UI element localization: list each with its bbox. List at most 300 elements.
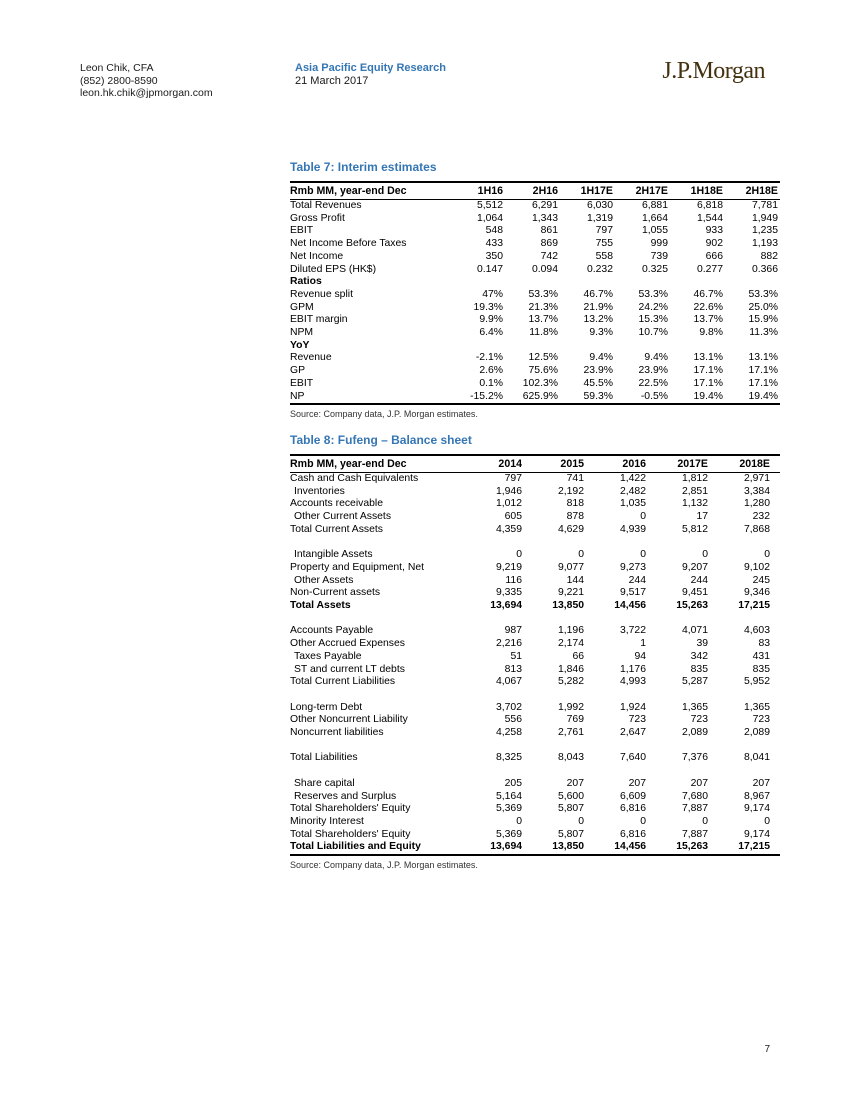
- cell-value: 605: [504, 511, 522, 523]
- cell-value: 433: [485, 238, 503, 250]
- table-row: [290, 664, 780, 677]
- row-label: NP: [290, 390, 305, 402]
- cell-value: 13,694: [490, 841, 522, 853]
- cell-value: 0.232: [586, 263, 613, 275]
- cell-value: 17.1%: [693, 365, 723, 377]
- cell-value: [560, 340, 615, 353]
- cell-value: [594, 613, 656, 626]
- analyst-email: leon.hk.chik@jpmorgan.com: [80, 87, 213, 99]
- row-label: Net Income Before Taxes: [290, 238, 407, 250]
- row-label: Total Current Liabilities: [290, 676, 396, 688]
- cell-value: 6,818: [696, 200, 723, 211]
- cell-value: 1,946: [495, 485, 522, 497]
- cell-value: [560, 276, 615, 289]
- row-label: Revenue: [290, 352, 332, 364]
- row-label: Inventories: [294, 485, 345, 497]
- cell-value: [594, 689, 656, 702]
- cell-value: 21.9%: [583, 301, 613, 313]
- cell-value: 4,359: [495, 523, 522, 535]
- cell-value: 232: [752, 511, 770, 523]
- cell-value: [470, 765, 532, 778]
- row-label: Other Noncurrent Liability: [290, 714, 408, 726]
- cell-value: -2.1%: [475, 352, 503, 364]
- cell-value: 59.3%: [583, 390, 613, 402]
- cell-value: 3,722: [619, 625, 646, 637]
- cell-value: 9.9%: [479, 314, 503, 326]
- table-row: [290, 765, 780, 778]
- cell-value: 2,482: [619, 485, 646, 497]
- cell-value: 0: [516, 549, 522, 561]
- table-row: [290, 803, 780, 816]
- cell-value: 5,812: [681, 523, 708, 535]
- cell-value: 9,174: [743, 803, 770, 815]
- cell-value: 207: [566, 777, 584, 789]
- row-label: Total Liabilities: [290, 752, 358, 764]
- cell-value: 4,993: [619, 676, 646, 688]
- cell-value: [450, 340, 505, 353]
- table-row: [290, 238, 780, 251]
- cell-value: 6,609: [619, 790, 646, 802]
- cell-value: 431: [752, 650, 770, 662]
- cell-value: 835: [690, 663, 708, 675]
- row-label: Total Shareholders' Equity: [290, 828, 411, 840]
- cell-value: 207: [690, 777, 708, 789]
- cell-value: [670, 276, 725, 289]
- cell-value: 9,102: [743, 561, 770, 573]
- row-label: Other Current Assets: [294, 511, 392, 523]
- cell-value: 7,781: [751, 200, 778, 211]
- table-row: [290, 365, 780, 378]
- cell-value: 1,132: [681, 498, 708, 510]
- cell-value: [532, 740, 594, 753]
- cell-value: 102.3%: [522, 377, 558, 389]
- cell-value: [450, 276, 505, 289]
- cell-value: 0: [764, 549, 770, 561]
- table-header-row: [290, 455, 780, 473]
- table-row: [290, 841, 780, 855]
- cell-value: 4,629: [557, 523, 584, 535]
- cell-value: 878: [566, 511, 584, 523]
- cell-value: 4,067: [495, 676, 522, 688]
- cell-value: 1,196: [557, 625, 584, 637]
- cell-value: 1,280: [743, 498, 770, 510]
- cell-value: 8,043: [557, 752, 584, 764]
- cell-value: [505, 276, 560, 289]
- table-row: [290, 778, 780, 791]
- cell-value: 1,176: [619, 663, 646, 675]
- cell-value: 6.4%: [479, 327, 503, 339]
- cell-value: 861: [540, 225, 558, 237]
- row-label: Total Liabilities and Equity: [290, 841, 421, 853]
- cell-value: 0: [640, 511, 646, 523]
- row-label: Reserves and Surplus: [294, 790, 397, 802]
- cell-value: 207: [628, 777, 646, 789]
- cell-value: 882: [760, 250, 778, 262]
- interim-estimates-section: [290, 160, 780, 420]
- cell-value: 12.5%: [528, 352, 558, 364]
- column-header: 2017E: [656, 455, 718, 473]
- cell-value: 0.366: [751, 263, 778, 275]
- row-label: Taxes Payable: [294, 650, 362, 662]
- cell-value: 13.2%: [583, 314, 613, 326]
- table-row: [290, 587, 780, 600]
- cell-value: 5,369: [495, 828, 522, 840]
- cell-value: 10.7%: [638, 327, 668, 339]
- table-row: [290, 276, 780, 289]
- cell-value: 17,215: [738, 600, 770, 612]
- table-row: [290, 340, 780, 353]
- cell-value: 17,215: [738, 841, 770, 853]
- cell-value: 0: [640, 815, 646, 827]
- cell-value: 0.1%: [479, 377, 503, 389]
- cell-value: 2,089: [743, 727, 770, 739]
- cell-value: 6,816: [619, 828, 646, 840]
- cell-value: [532, 765, 594, 778]
- cell-value: 1,422: [619, 473, 646, 484]
- row-label: Gross Profit: [290, 212, 345, 224]
- cell-value: 2,174: [557, 638, 584, 650]
- table-row: [290, 486, 780, 499]
- cell-value: 869: [540, 238, 558, 250]
- cell-value: 15,263: [676, 841, 708, 853]
- table-row: [290, 600, 780, 613]
- row-label: Revenue split: [290, 288, 353, 300]
- cell-value: 558: [595, 250, 613, 262]
- cell-value: 818: [566, 498, 584, 510]
- row-label: Share capital: [294, 777, 355, 789]
- cell-value: 51: [510, 650, 522, 662]
- cell-value: 9,273: [619, 561, 646, 573]
- cell-value: [532, 537, 594, 550]
- cell-value: 13.1%: [748, 352, 778, 364]
- table-row: [290, 225, 780, 238]
- cell-value: 5,807: [557, 828, 584, 840]
- cell-value: 2.6%: [479, 365, 503, 377]
- cell-value: [615, 340, 670, 353]
- cell-value: 23.9%: [583, 365, 613, 377]
- table-row: [290, 524, 780, 537]
- cell-value: [718, 740, 780, 753]
- cell-value: 19.4%: [693, 390, 723, 402]
- cell-value: 1,992: [557, 701, 584, 713]
- cell-value: 723: [628, 714, 646, 726]
- table-title: Table 8: Fufeng – Balance sheet: [290, 433, 472, 447]
- row-label: Cash and Cash Equivalents: [290, 473, 419, 484]
- cell-value: 0.277: [696, 263, 723, 275]
- cell-value: 2,647: [619, 727, 646, 739]
- cell-value: 13,694: [490, 600, 522, 612]
- cell-value: 9,221: [557, 587, 584, 599]
- cell-value: 25.0%: [748, 301, 778, 313]
- row-label: EBIT margin: [290, 314, 348, 326]
- balance-sheet-section: [290, 433, 780, 871]
- division-title: Asia Pacific Equity Research: [295, 62, 447, 74]
- cell-value: 15,263: [676, 600, 708, 612]
- cell-value: 742: [540, 250, 558, 262]
- row-label: GPM: [290, 301, 314, 313]
- cell-value: 1,949: [751, 212, 778, 224]
- cell-value: 17.1%: [748, 377, 778, 389]
- row-label: GP: [290, 365, 306, 377]
- cell-value: [505, 340, 560, 353]
- cell-value: 1,664: [641, 212, 668, 224]
- cell-value: [470, 537, 532, 550]
- cell-value: 0: [578, 815, 584, 827]
- cell-value: 7,376: [681, 752, 708, 764]
- cell-value: 13.7%: [693, 314, 723, 326]
- cell-value: 8,967: [743, 790, 770, 802]
- cell-value: 46.7%: [693, 288, 723, 300]
- cell-value: 144: [566, 574, 584, 586]
- row-label: Diluted EPS (HK$): [290, 263, 377, 275]
- cell-value: 22.6%: [693, 301, 723, 313]
- column-header: 2016: [594, 455, 656, 473]
- cell-value: [656, 613, 718, 626]
- cell-value: 7,680: [681, 790, 708, 802]
- cell-value: 17.1%: [693, 377, 723, 389]
- cell-value: 13.7%: [528, 314, 558, 326]
- cell-value: 45.5%: [583, 377, 613, 389]
- table-row: [290, 473, 780, 486]
- cell-value: 7,887: [681, 828, 708, 840]
- table-row: [290, 327, 780, 340]
- cell-value: 625.9%: [522, 390, 558, 402]
- cell-value: 14,456: [614, 600, 646, 612]
- cell-value: 207: [752, 777, 770, 789]
- cell-value: 2,089: [681, 727, 708, 739]
- column-header: 2014: [470, 455, 532, 473]
- cell-value: -15.2%: [470, 390, 503, 402]
- table-row: [290, 740, 780, 753]
- row-label: ST and current LT debts: [294, 663, 405, 675]
- row-label: Net Income: [290, 250, 344, 262]
- cell-value: 8,325: [495, 752, 522, 764]
- row-label: [290, 765, 470, 778]
- cell-value: 813: [504, 663, 522, 675]
- row-label: [290, 537, 470, 550]
- cell-value: 933: [705, 225, 723, 237]
- cell-value: 5,287: [681, 676, 708, 688]
- cell-value: [594, 765, 656, 778]
- cell-value: 19.4%: [748, 390, 778, 402]
- column-header: Rmb MM, year-end Dec: [290, 182, 450, 200]
- cell-value: 205: [504, 777, 522, 789]
- table-row: [290, 714, 780, 727]
- cell-value: 342: [690, 650, 708, 662]
- cell-value: 1,319: [586, 212, 613, 224]
- cell-value: 9,174: [743, 828, 770, 840]
- row-label: Accounts Payable: [290, 625, 374, 637]
- cell-value: 9.4%: [589, 352, 613, 364]
- cell-value: 9.3%: [589, 327, 613, 339]
- cell-value: 350: [485, 250, 503, 262]
- cell-value: 47%: [482, 288, 503, 300]
- cell-value: 2,761: [557, 727, 584, 739]
- cell-value: 741: [566, 473, 584, 484]
- cell-value: 46.7%: [583, 288, 613, 300]
- cell-value: 0: [516, 815, 522, 827]
- cell-value: 19.3%: [473, 301, 503, 313]
- page-number: 7: [764, 1044, 770, 1055]
- cell-value: 9,451: [681, 587, 708, 599]
- row-label: Total Shareholders' Equity: [290, 803, 411, 815]
- table-row: [290, 289, 780, 302]
- cell-value: 7,640: [619, 752, 646, 764]
- row-label: Total Current Assets: [290, 523, 383, 535]
- cell-value: 13,850: [552, 600, 584, 612]
- table-row: [290, 613, 780, 626]
- cell-value: 24.2%: [638, 301, 668, 313]
- cell-value: 797: [504, 473, 522, 484]
- table-row: [290, 314, 780, 327]
- table-row: [290, 676, 780, 689]
- cell-value: [532, 613, 594, 626]
- cell-value: [470, 613, 532, 626]
- cell-value: 5,512: [476, 200, 503, 211]
- cell-value: 245: [752, 574, 770, 586]
- source-note: Source: Company data, J.P. Morgan estimates.: [290, 860, 478, 871]
- cell-value: 1,035: [619, 498, 646, 510]
- table-row: [290, 251, 780, 264]
- cell-value: 9,207: [681, 561, 708, 573]
- cell-value: 1,544: [696, 212, 723, 224]
- row-label: Non-Current assets: [290, 587, 381, 599]
- cell-value: 9.8%: [699, 327, 723, 339]
- cell-value: 11.3%: [749, 327, 778, 339]
- table-title: Table 7: Interim estimates: [290, 160, 437, 174]
- report-date: 21 March 2017: [295, 75, 369, 87]
- cell-value: 0: [702, 549, 708, 561]
- cell-value: 3,384: [743, 485, 770, 497]
- cell-value: 66: [572, 650, 584, 662]
- cell-value: [670, 340, 725, 353]
- cell-value: [718, 689, 780, 702]
- table-row: [290, 498, 780, 511]
- cell-value: 9,335: [495, 587, 522, 599]
- cell-value: 4,939: [619, 523, 646, 535]
- table-row: [290, 575, 780, 588]
- cell-value: 13,850: [552, 841, 584, 853]
- cell-value: 6,816: [619, 803, 646, 815]
- cell-value: 11.8%: [529, 327, 558, 339]
- cell-value: [725, 340, 780, 353]
- table-row: [290, 537, 780, 550]
- cell-value: 1: [640, 638, 646, 650]
- cell-value: 3,702: [495, 701, 522, 713]
- cell-value: 53.3%: [638, 288, 668, 300]
- row-label: Total Revenues: [290, 200, 362, 211]
- column-header: 1H17E: [560, 182, 615, 200]
- cell-value: 94: [634, 650, 646, 662]
- cell-value: 7,887: [681, 803, 708, 815]
- cell-value: 1,365: [681, 701, 708, 713]
- cell-value: 0: [702, 815, 708, 827]
- cell-value: 0: [764, 815, 770, 827]
- cell-value: 9,219: [495, 561, 522, 573]
- cell-value: [656, 537, 718, 550]
- cell-value: 987: [504, 625, 522, 637]
- cell-value: 15.9%: [748, 314, 778, 326]
- row-label: YoY: [290, 339, 310, 351]
- cell-value: 1,055: [641, 225, 668, 237]
- cell-value: 1,812: [681, 473, 708, 484]
- cell-value: 4,603: [743, 625, 770, 637]
- cell-value: [594, 740, 656, 753]
- table-row: [290, 378, 780, 391]
- cell-value: [594, 537, 656, 550]
- cell-value: 6,030: [586, 200, 613, 211]
- cell-value: [470, 689, 532, 702]
- cell-value: 5,807: [557, 803, 584, 815]
- column-header: 2018E: [718, 455, 780, 473]
- cell-value: [718, 537, 780, 550]
- row-label: Minority Interest: [290, 815, 364, 827]
- cell-value: 902: [705, 238, 723, 250]
- cell-value: 5,952: [743, 676, 770, 688]
- analyst-phone: (852) 2800-8590: [80, 74, 158, 87]
- cell-value: 2,216: [495, 638, 522, 650]
- cell-value: 556: [504, 714, 522, 726]
- cell-value: 83: [758, 638, 770, 650]
- cell-value: 5,600: [557, 790, 584, 802]
- cell-value: 5,282: [557, 676, 584, 688]
- row-label: Noncurrent liabilities: [290, 727, 384, 739]
- source-note: Source: Company data, J.P. Morgan estimates.: [290, 409, 478, 420]
- row-label: Intangible Assets: [294, 549, 373, 561]
- balance-sheet-table: [290, 454, 780, 856]
- cell-value: 1,235: [751, 225, 778, 237]
- cell-value: 5,164: [495, 790, 522, 802]
- cell-value: 9.4%: [644, 352, 668, 364]
- cell-value: 244: [690, 574, 708, 586]
- table-row: [290, 625, 780, 638]
- cell-value: 53.3%: [528, 288, 558, 300]
- column-header: 1H16: [450, 182, 505, 200]
- cell-value: -0.5%: [640, 390, 668, 402]
- table-row: [290, 200, 780, 213]
- table-row: [290, 791, 780, 804]
- cell-value: 13.1%: [693, 352, 723, 364]
- table-row: [290, 638, 780, 651]
- cell-value: 0.147: [476, 263, 503, 275]
- cell-value: 0.094: [531, 263, 558, 275]
- cell-value: [656, 765, 718, 778]
- cell-value: 755: [595, 238, 613, 250]
- row-label: Other Assets: [294, 574, 354, 586]
- cell-value: 0.325: [641, 263, 668, 275]
- cell-value: 116: [505, 574, 522, 586]
- analyst-block: [80, 62, 213, 100]
- table-row: [290, 264, 780, 277]
- cell-value: 1,924: [619, 701, 646, 713]
- cell-value: [725, 276, 780, 289]
- cell-value: 17.1%: [748, 365, 778, 377]
- cell-value: 2,192: [557, 485, 584, 497]
- cell-value: 6,881: [641, 200, 668, 211]
- table-row: [290, 302, 780, 315]
- cell-value: 835: [752, 663, 770, 675]
- cell-value: [615, 276, 670, 289]
- cell-value: 15.3%: [638, 314, 668, 326]
- row-label: [290, 740, 470, 753]
- jpmorgan-logo: J.P.Morgan: [662, 58, 765, 84]
- row-label: Ratios: [290, 276, 322, 288]
- cell-value: 39: [696, 638, 708, 650]
- analyst-name: Leon Chik, CFA: [80, 62, 154, 74]
- row-label: NPM: [290, 327, 314, 339]
- cell-value: 22.5%: [638, 377, 668, 389]
- row-label: [290, 689, 470, 702]
